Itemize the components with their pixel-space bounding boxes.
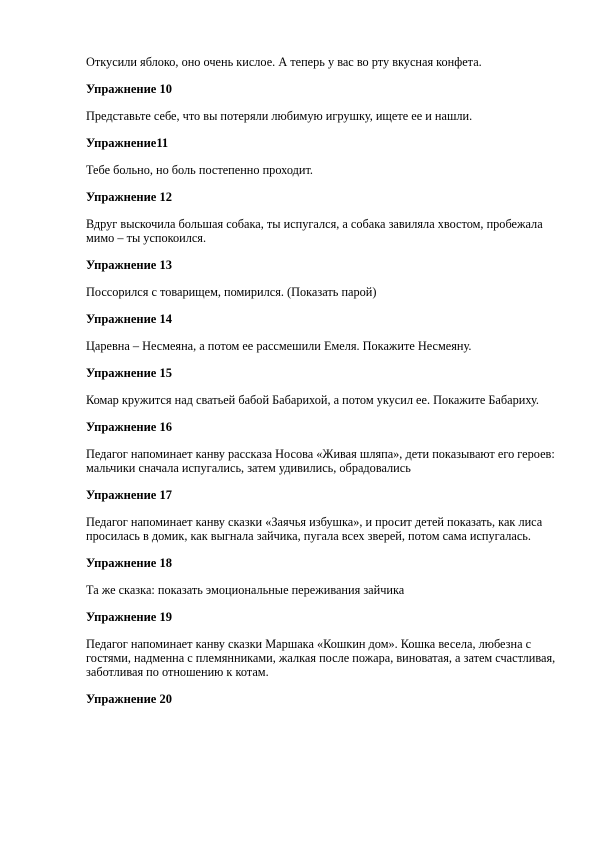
exercise-20-heading: Упражнение 20 <box>86 692 172 706</box>
exercise-16-heading: Упражнение 16 <box>86 420 172 434</box>
exercise-10-heading: Упражнение 10 <box>86 82 172 96</box>
document-page <box>86 55 556 719</box>
exercise-17-heading: Упражнение 17 <box>86 488 172 502</box>
exercise-19-heading: Упражнение 19 <box>86 610 172 624</box>
exercise-14-heading: Упражнение 14 <box>86 312 172 326</box>
exercise-17-text: Педагог напоминает канву сказки «Заячья избушка», и просит детей показать, как лиса просилась в домик, как выгнала зайчика, пугала всех зверей, потом сама испугалась. <box>86 515 543 543</box>
exercise-14-text: Царевна – Несмеяна, а потом ее рассмешили Емеля. Покажите Несмеяну. <box>86 339 472 353</box>
exercise-12-text: Вдруг выскочила большая собака, ты испугался, а собака завиляла хвостом, пробежала мимо – ты успокоился. <box>86 217 543 245</box>
exercise-15-text: Комар кружится над сватьей бабой Бабарихой, а потом укусил ее. Покажите Бабариху. <box>86 393 540 407</box>
intro-paragraph: Откусили яблоко, оно очень кислое. А теперь у вас во рту вкусная конфета. <box>86 55 482 69</box>
exercise-18-heading: Упражнение 18 <box>86 556 172 570</box>
exercise-18-text: Та же сказка: показать эмоциональные переживания зайчика <box>86 583 405 597</box>
exercise-13-text: Поссорился с товарищем, помирился. (Показать парой) <box>86 285 377 299</box>
exercise-10-text: Представьте себе, что вы потеряли любимую игрушку, ищете ее и нашли. <box>86 109 473 123</box>
exercise-11-heading: Упражнение11 <box>86 136 169 150</box>
exercise-13-heading: Упражнение 13 <box>86 258 172 272</box>
exercise-16-text: Педагог напоминает канву рассказа Носова «Живая шляпа», дети показывают его героев: мальчики сначала испугались, затем удивились, обрадовались <box>86 447 555 475</box>
exercise-15-heading: Упражнение 15 <box>86 366 172 380</box>
exercise-11-text: Тебе больно, но боль постепенно проходит. <box>86 163 314 177</box>
exercise-19-text: Педагог напоминает канву сказки Маршака «Кошкин дом». Кошка весела, любезна с гостями, надменна с племянниками, жалкая после пожара, виноватая, а затем счастливая, заботливая по отношению к котам. <box>86 637 556 679</box>
exercise-12-heading: Упражнение 12 <box>86 190 172 204</box>
